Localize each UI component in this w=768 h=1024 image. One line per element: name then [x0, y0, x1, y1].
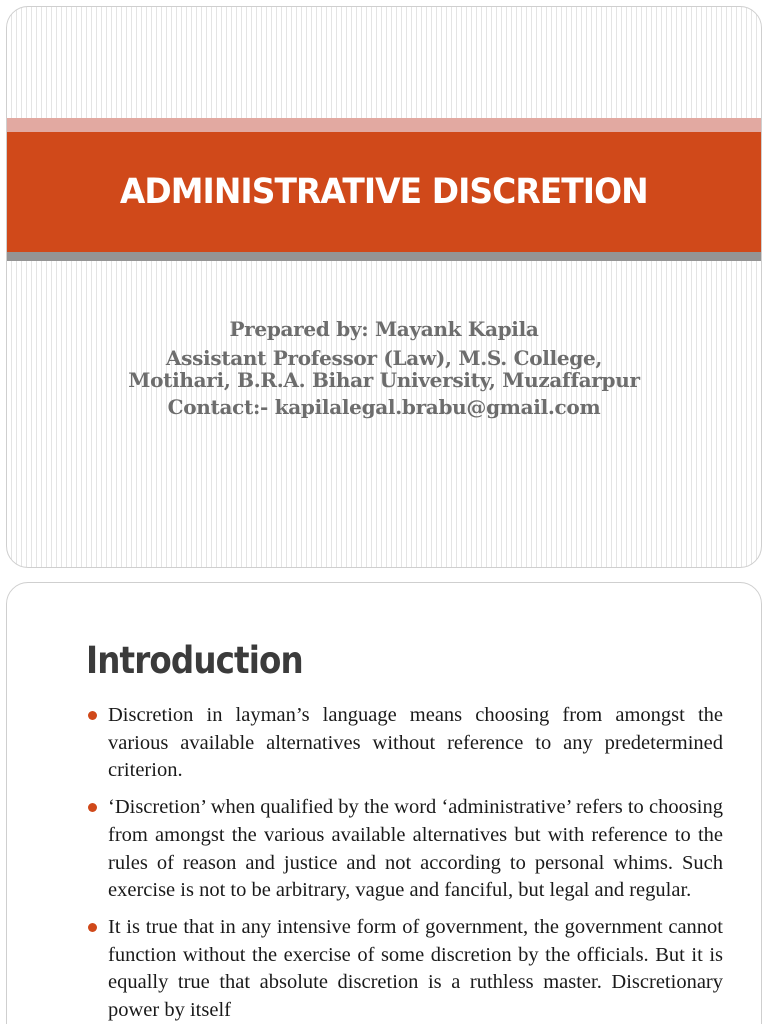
slide-heading: Introduction: [86, 639, 303, 682]
affiliation-line-1: Assistant Professor (Law), M.S. College,: [165, 346, 603, 370]
bullet-item: [86, 794, 723, 905]
introduction-slide: [6, 582, 762, 1024]
title-band-bottom-stripe: [7, 252, 761, 261]
bullet-text: It is true that in any intensive form of government, the government cannot function without the exercise of some discretion by the officials. But it is equally true that absolute discretion is a ruthless master. Discretionary power by itself: [108, 915, 723, 1022]
contact-info: Contact:- kapilalegal.brabu@gmail.com: [167, 395, 601, 419]
bullet-dot-icon: [88, 923, 97, 932]
author-credits: [7, 315, 761, 421]
bullet-item: [86, 702, 723, 785]
prepared-by: Prepared by: Mayank Kapila: [229, 317, 539, 341]
affiliation-line-2: Motihari, B.R.A. Bihar University, Muzaffarpur: [128, 368, 640, 392]
title-band-top-stripe: [7, 118, 761, 132]
bullet-text: Discretion in layman’s language means choosing from amongst the various available alternatives without reference to any predetermined criterion.: [108, 704, 723, 782]
bullet-text: ‘Discretion’ when qualified by the word ‘administrative’ refers to choosing from amongst the various available alternatives but with reference to the rules of reason and justice and not according to personal whims. Such exercise is not to be arbitrary, vague and fanciful, but legal and regular.: [108, 796, 723, 902]
bullet-list: [86, 702, 723, 1024]
title-slide: [6, 6, 762, 568]
slide-title: ADMINISTRATIVE DISCRETION: [120, 172, 648, 212]
bullet-dot-icon: [88, 803, 97, 812]
bullet-item: [86, 914, 723, 1024]
bullet-dot-icon: [88, 711, 97, 720]
title-band: [7, 132, 761, 252]
